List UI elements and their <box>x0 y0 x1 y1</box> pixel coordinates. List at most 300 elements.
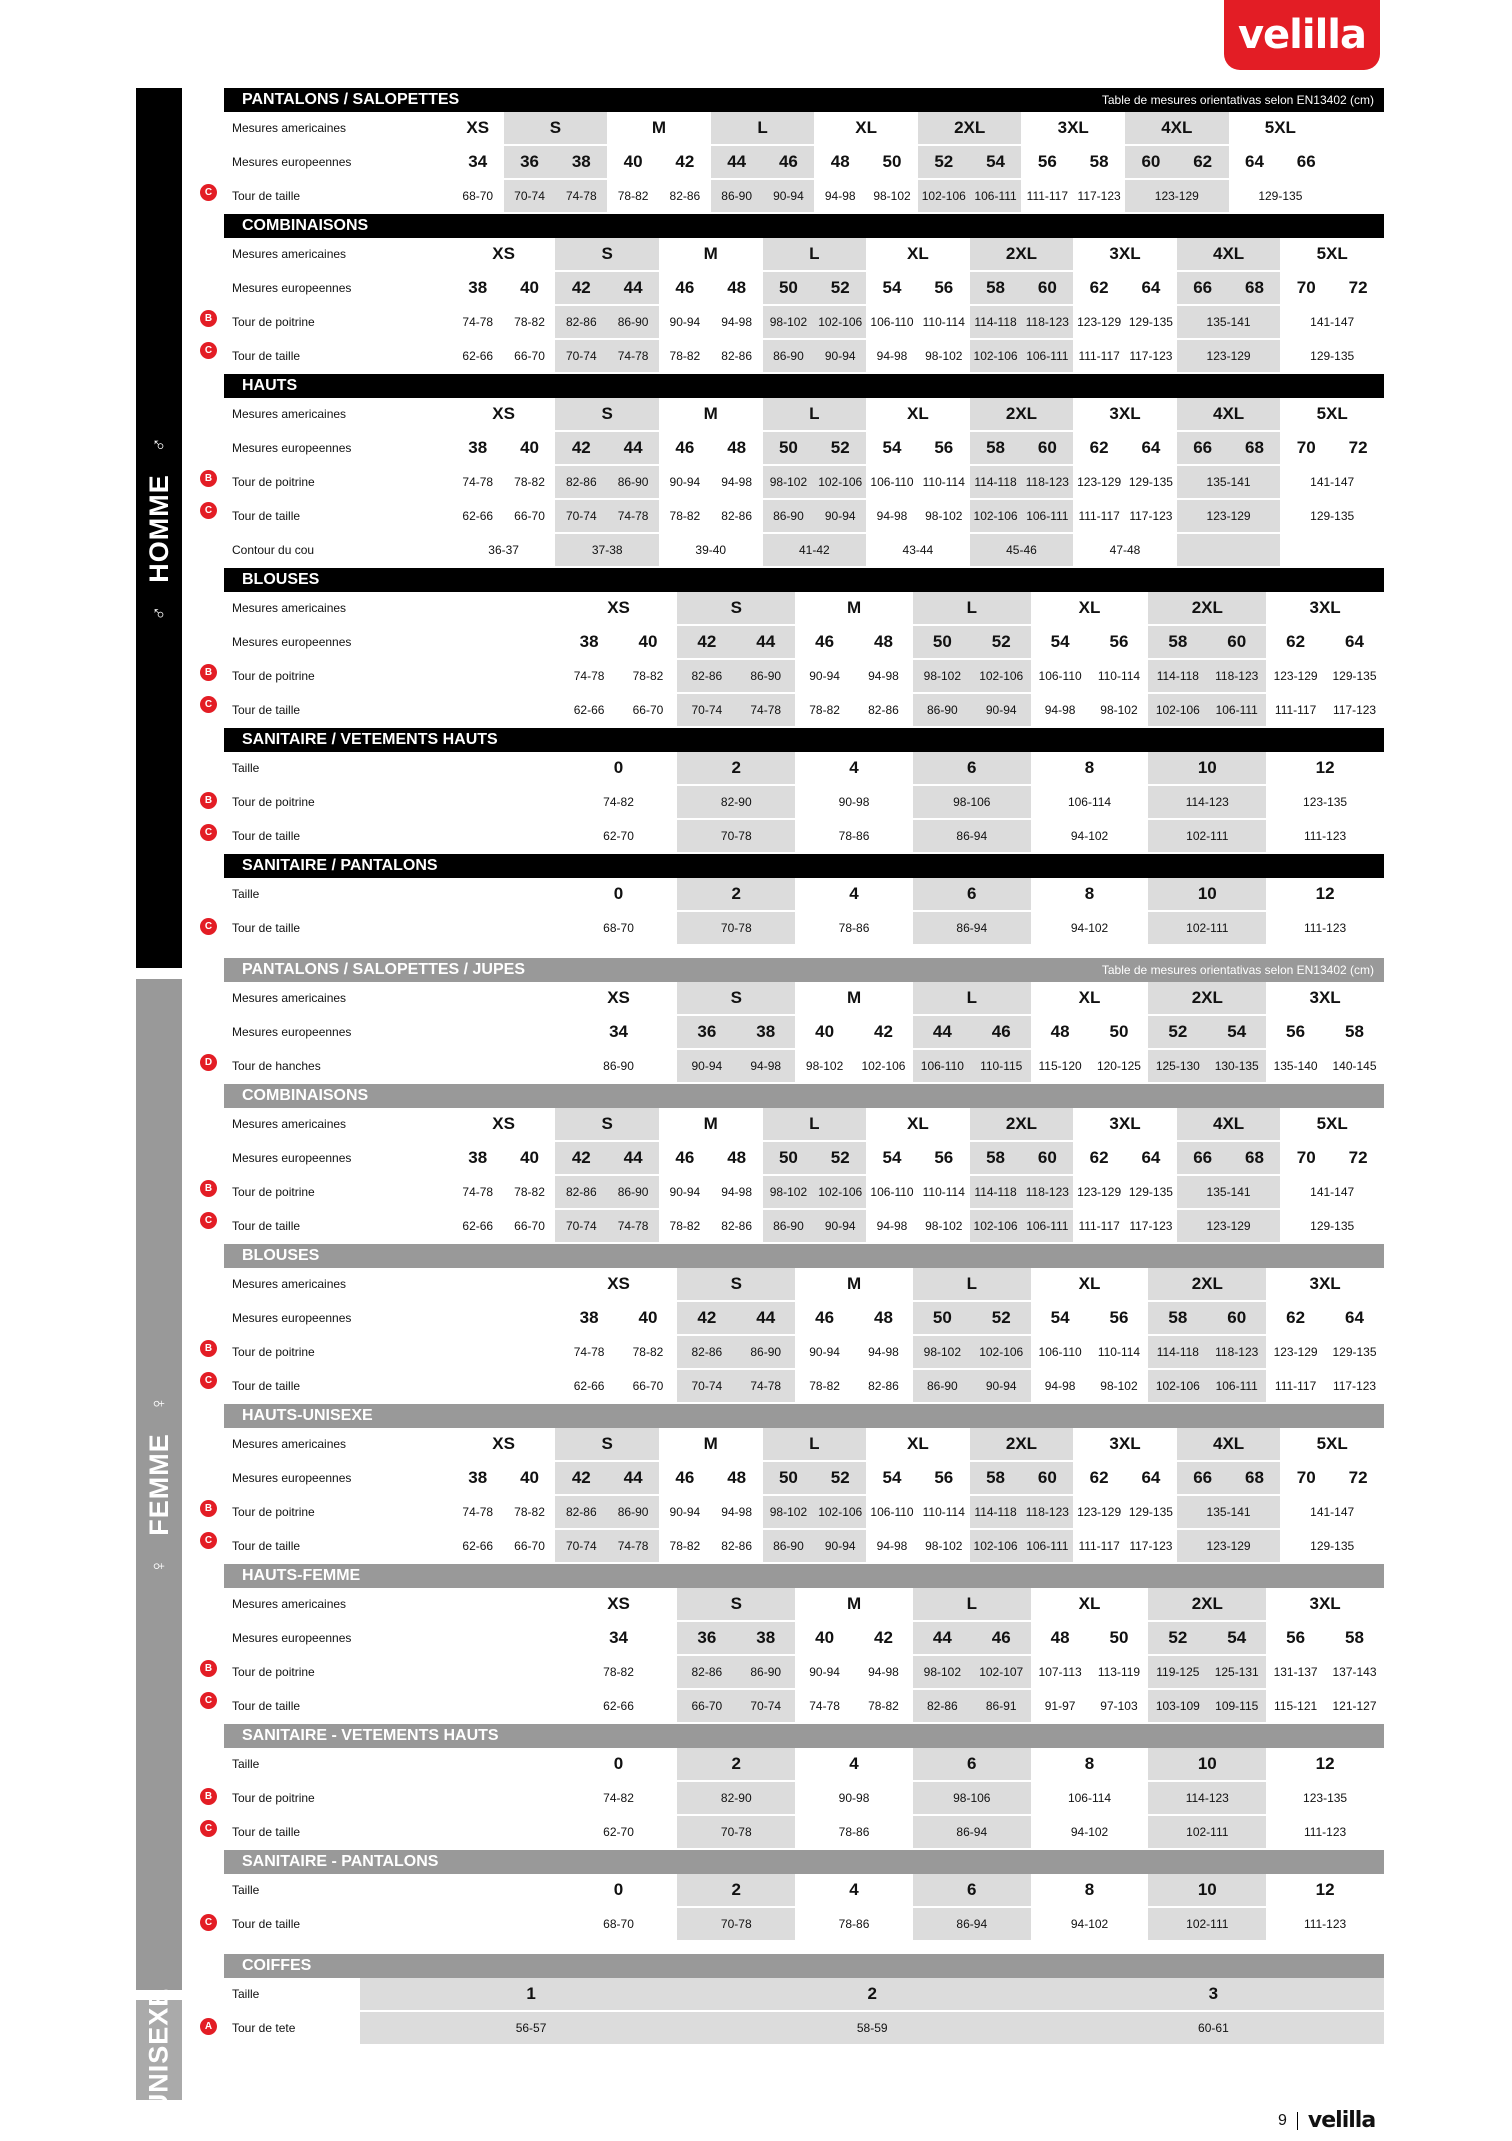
row-label: Tour de taille <box>224 1369 560 1403</box>
measure-marker-icon: B <box>200 310 217 327</box>
table-cell: 10 <box>1148 752 1266 785</box>
table-cell: 46 <box>659 271 711 305</box>
table-cell: 94-102 <box>1031 819 1149 853</box>
table-cell: 38 <box>555 145 607 179</box>
table-cell: S <box>677 1268 795 1301</box>
table-row <box>224 305 1384 339</box>
row-label: Mesures europeennes <box>224 271 452 305</box>
table-cell: 40 <box>504 431 556 465</box>
table-cell: 106-111 <box>1021 339 1073 373</box>
table-cell: 68-70 <box>560 911 678 945</box>
table-cell: 74-78 <box>736 1369 795 1403</box>
size-table <box>224 752 1384 854</box>
table-cell: L <box>763 238 867 271</box>
table-cell: 94-98 <box>1031 1369 1090 1403</box>
table-cell: 98-102 <box>913 1335 972 1369</box>
table-cell: 103-109 <box>1148 1689 1207 1723</box>
table-cell: 6 <box>913 878 1031 911</box>
table-cell: 78-86 <box>795 1907 913 1941</box>
table-cell: 111-117 <box>1073 499 1125 533</box>
table-cell: 82-86 <box>854 693 913 727</box>
table-row <box>224 533 1384 567</box>
table-cell: 62 <box>1266 1301 1325 1335</box>
row-label: Mesures europeennes <box>224 1461 452 1495</box>
table-cell: 78-82 <box>560 1655 678 1689</box>
table-cell: 66-70 <box>677 1689 736 1723</box>
table-cell: 56 <box>918 1141 970 1175</box>
table-cell: 62-66 <box>560 693 619 727</box>
table-cell: 2 <box>677 878 795 911</box>
table-cell: 98-102 <box>866 179 918 213</box>
table-cell: 68-70 <box>452 179 504 213</box>
table-cell: 44 <box>913 1015 972 1049</box>
table-cell: 40 <box>619 1301 678 1335</box>
measure-marker-icon: B <box>200 1660 217 1677</box>
footer-brand: velilla <box>1307 2108 1376 2133</box>
table-row <box>224 1529 1384 1563</box>
table-cell: 64 <box>1125 1141 1177 1175</box>
table-cell: 78-82 <box>504 1175 556 1209</box>
table-cell: 94-98 <box>866 339 918 373</box>
table-cell: 102-106 <box>970 339 1022 373</box>
table-cell: 5XL <box>1280 1108 1384 1141</box>
table-cell: 86-90 <box>607 305 659 339</box>
table-cell: 52 <box>814 271 866 305</box>
table-cell: L <box>913 592 1031 625</box>
table-cell: 44 <box>711 145 763 179</box>
table-cell: 78-82 <box>619 659 678 693</box>
table-cell: 120-125 <box>1090 1049 1149 1083</box>
table-cell: 52 <box>918 145 970 179</box>
table-cell: 114-118 <box>1148 1335 1207 1369</box>
table-cell: 38 <box>736 1015 795 1049</box>
table-cell: 60 <box>1021 271 1073 305</box>
table-cell: 42 <box>555 431 607 465</box>
table-cell: 125-130 <box>1148 1049 1207 1083</box>
table-cell: 48 <box>854 1301 913 1335</box>
section-header <box>224 1084 1384 1108</box>
table-row <box>224 179 1384 213</box>
table-cell: 58 <box>970 431 1022 465</box>
table-cell: 74-82 <box>560 785 678 819</box>
table-cell: 2XL <box>918 112 1022 145</box>
table-cell: 66-70 <box>504 1529 556 1563</box>
page-footer <box>1278 2108 1375 2133</box>
table-cell: 70-74 <box>677 693 736 727</box>
table-cell: 40 <box>795 1015 854 1049</box>
table-cell: L <box>913 1268 1031 1301</box>
table-cell: 6 <box>913 752 1031 785</box>
table-cell: 102-106 <box>918 179 970 213</box>
table-cell: 82-86 <box>913 1689 972 1723</box>
table-row <box>224 1689 1384 1723</box>
table-cell: 106-110 <box>866 1175 918 1209</box>
table-cell: 129-135 <box>1125 1175 1177 1209</box>
table-cell: 86-90 <box>607 1495 659 1529</box>
table-row <box>224 1621 1384 1655</box>
table-cell: 40 <box>607 145 659 179</box>
table-cell: 102-107 <box>972 1655 1031 1689</box>
section-header <box>224 1244 1384 1268</box>
row-label: Tour de taille <box>224 1689 560 1723</box>
table-cell: 52 <box>814 1141 866 1175</box>
row-label: Tour de tete <box>224 2011 360 2045</box>
table-cell: 94-98 <box>711 1175 763 1209</box>
table-cell: 38 <box>452 431 504 465</box>
table-cell: 94-102 <box>1031 1907 1149 1941</box>
section-header <box>224 1954 1384 1978</box>
table-cell: 82-86 <box>555 465 607 499</box>
table-cell: 38 <box>560 1301 619 1335</box>
row-label: Taille <box>224 752 560 785</box>
table-cell: 58 <box>1148 625 1207 659</box>
table-cell: 118-123 <box>1207 1335 1266 1369</box>
table-cell: 86-90 <box>913 1369 972 1403</box>
table-cell: 90-94 <box>814 1529 866 1563</box>
table-cell: 98-102 <box>918 499 970 533</box>
table-cell: S <box>677 592 795 625</box>
table-cell: 106-110 <box>866 305 918 339</box>
table-cell: 43-44 <box>866 533 970 567</box>
table-cell: S <box>555 1428 659 1461</box>
table-cell: 12 <box>1266 1874 1384 1907</box>
table-cell: 62-66 <box>560 1689 678 1723</box>
table-cell: 58 <box>970 1141 1022 1175</box>
section-title: BLOUSES <box>242 571 320 588</box>
table-row <box>224 1369 1384 1403</box>
table-cell: 130-135 <box>1207 1049 1266 1083</box>
table-row <box>224 1655 1384 1689</box>
table-cell: 90-94 <box>972 693 1031 727</box>
table-cell: 86-90 <box>736 1655 795 1689</box>
table-cell: 135-141 <box>1177 1175 1281 1209</box>
table-cell: 6 <box>913 1874 1031 1907</box>
table-row <box>224 785 1384 819</box>
table-cell: 74-78 <box>452 1495 504 1529</box>
table-cell: 102-106 <box>972 1335 1031 1369</box>
table-cell: 102-106 <box>814 1495 866 1529</box>
table-cell: 123-129 <box>1125 179 1229 213</box>
table-cell: 4XL <box>1177 238 1281 271</box>
table-cell: 3XL <box>1021 112 1125 145</box>
section-title: COMBINAISONS <box>242 217 369 234</box>
table-cell: 117-123 <box>1325 1369 1384 1403</box>
table-cell: 123-129 <box>1177 499 1281 533</box>
row-label: Taille <box>224 1748 560 1781</box>
table-cell: 50 <box>763 271 815 305</box>
table-cell: 58 <box>1325 1015 1384 1049</box>
table-row <box>224 592 1384 625</box>
table-cell: 1 <box>360 1978 701 2011</box>
table-cell: 98-102 <box>913 1655 972 1689</box>
table-row <box>224 982 1384 1015</box>
table-cell: S <box>555 398 659 431</box>
size-table <box>224 1108 1384 1244</box>
size-table-section <box>204 1954 1384 2046</box>
table-cell: 12 <box>1266 878 1384 911</box>
size-table <box>224 1588 1384 1724</box>
row-label: Taille <box>224 1874 560 1907</box>
table-cell: 54 <box>1207 1015 1266 1049</box>
table-cell: 74-78 <box>607 339 659 373</box>
row-label: Tour de taille <box>224 1529 452 1563</box>
measure-marker-icon: B <box>200 1340 217 1357</box>
section-title: SANITAIRE - VETEMENTS HAUTS <box>242 1727 499 1744</box>
table-cell: 66-70 <box>504 1209 556 1243</box>
table-cell: 98-102 <box>918 1529 970 1563</box>
table-cell: 74-78 <box>607 1529 659 1563</box>
group-label-unisexe: UNISEXE <box>143 1987 174 2113</box>
row-label: Mesures europeennes <box>224 1015 560 1049</box>
table-cell: 34 <box>452 145 504 179</box>
table-cell: M <box>795 592 913 625</box>
table-cell: 2 <box>677 752 795 785</box>
section-title: BLOUSES <box>242 1247 320 1264</box>
table-cell: 2XL <box>1148 1268 1266 1301</box>
table-row <box>224 1781 1384 1815</box>
table-cell: 98-106 <box>913 785 1031 819</box>
table-cell: 72 <box>1332 1141 1384 1175</box>
row-label: Tour de taille <box>224 1815 560 1849</box>
table-cell: 74-78 <box>607 1209 659 1243</box>
table-cell: 50 <box>763 1461 815 1495</box>
table-cell: 123-129 <box>1177 1529 1281 1563</box>
row-label: Tour de taille <box>224 693 560 727</box>
table-cell: M <box>659 1428 763 1461</box>
table-cell: 70 <box>1280 271 1332 305</box>
section-title: HAUTS-UNISEXE <box>242 1407 373 1424</box>
table-cell: 106-111 <box>970 179 1022 213</box>
table-cell: 54 <box>1207 1621 1266 1655</box>
measure-marker-icon: B <box>200 664 217 681</box>
table-cell: S <box>555 238 659 271</box>
table-cell: 94-98 <box>736 1049 795 1083</box>
table-row <box>224 238 1384 271</box>
table-cell: 64 <box>1229 145 1281 179</box>
table-cell: 50 <box>1090 1015 1149 1049</box>
table-cell: 94-98 <box>711 305 763 339</box>
table-cell: 110-114 <box>918 305 970 339</box>
table-cell: 48 <box>814 145 866 179</box>
table-cell: 38 <box>452 1461 504 1495</box>
table-cell: 106-111 <box>1021 1209 1073 1243</box>
section-title: HAUTS <box>242 377 298 394</box>
table-cell: 90-94 <box>972 1369 1031 1403</box>
table-cell: 66-70 <box>504 339 556 373</box>
measure-marker-icon: D <box>200 1054 217 1071</box>
table-cell: 74-78 <box>452 1175 504 1209</box>
size-table <box>224 112 1384 214</box>
table-cell: 56 <box>918 1461 970 1495</box>
size-table-section <box>204 1724 1384 1850</box>
table-cell: 42 <box>854 1015 913 1049</box>
row-label: Tour de poitrine <box>224 1781 560 1815</box>
table-cell: 56-57 <box>360 2011 701 2045</box>
row-label: Tour de taille <box>224 1907 560 1941</box>
table-cell: 40 <box>619 625 678 659</box>
table-cell: 123-129 <box>1073 1495 1125 1529</box>
table-cell: 58 <box>1148 1301 1207 1335</box>
table-cell: 58 <box>970 271 1022 305</box>
table-cell: XL <box>1031 1588 1149 1621</box>
table-cell: 111-117 <box>1266 693 1325 727</box>
table-cell <box>1177 533 1281 567</box>
table-cell: 62 <box>1073 1141 1125 1175</box>
table-cell: 64 <box>1125 271 1177 305</box>
table-cell <box>1280 533 1384 567</box>
row-label: Mesures americaines <box>224 112 452 145</box>
table-cell: 56 <box>1090 625 1149 659</box>
table-cell: 111-123 <box>1266 1815 1384 1849</box>
table-cell: 38 <box>452 1141 504 1175</box>
table-cell: 40 <box>795 1621 854 1655</box>
table-cell: 3XL <box>1073 1108 1177 1141</box>
male-icon: ♂ <box>147 435 170 452</box>
row-label: Tour de poitrine <box>224 1655 560 1689</box>
table-cell: 86-90 <box>763 1529 815 1563</box>
table-row <box>224 911 1384 945</box>
table-cell: 2 <box>677 1748 795 1781</box>
table-cell: 62 <box>1177 145 1229 179</box>
table-cell: 131-137 <box>1266 1655 1325 1689</box>
table-row <box>224 1175 1384 1209</box>
table-cell: 62 <box>1266 625 1325 659</box>
table-cell: 54 <box>1031 1301 1090 1335</box>
table-cell: 72 <box>1332 431 1384 465</box>
table-cell: 41-42 <box>763 533 867 567</box>
table-cell: 86-90 <box>736 659 795 693</box>
table-cell: 113-119 <box>1090 1655 1149 1689</box>
table-row <box>224 112 1384 145</box>
table-cell: 78-82 <box>659 499 711 533</box>
size-table-section <box>204 88 1384 214</box>
table-cell: 42 <box>555 271 607 305</box>
size-table-section <box>204 568 1384 728</box>
table-cell: 56 <box>918 431 970 465</box>
table-cell: 111-123 <box>1266 911 1384 945</box>
table-cell: 50 <box>763 431 815 465</box>
table-cell: 106-110 <box>866 465 918 499</box>
table-cell: 110-115 <box>972 1049 1031 1083</box>
table-cell: 10 <box>1148 878 1266 911</box>
size-table-section <box>204 854 1384 946</box>
row-label: Mesures europeennes <box>224 1301 560 1335</box>
table-cell: 82-86 <box>659 179 711 213</box>
table-cell: 129-135 <box>1280 339 1384 373</box>
table-cell: 123-129 <box>1266 659 1325 693</box>
row-label: Tour de poitrine <box>224 1175 452 1209</box>
table-cell: 3XL <box>1266 1268 1384 1301</box>
table-cell: 135-141 <box>1177 1495 1281 1529</box>
table-cell: 12 <box>1266 1748 1384 1781</box>
table-cell: 70-74 <box>677 1369 736 1403</box>
table-cell: 111-117 <box>1073 1529 1125 1563</box>
measure-marker-icon: B <box>200 1500 217 1517</box>
row-label: Tour de poitrine <box>224 1335 560 1369</box>
table-cell: 106-110 <box>1031 1335 1090 1369</box>
table-cell: 86-90 <box>913 693 972 727</box>
table-cell: 66-70 <box>619 693 678 727</box>
table-cell: 56 <box>1266 1015 1325 1049</box>
table-cell: 123-129 <box>1266 1335 1325 1369</box>
table-cell: 3XL <box>1266 1588 1384 1621</box>
table-cell: 129-135 <box>1125 465 1177 499</box>
table-cell: 44 <box>913 1621 972 1655</box>
table-cell: 70-78 <box>677 911 795 945</box>
table-row <box>224 819 1384 853</box>
measure-marker-icon: C <box>200 184 217 201</box>
table-cell: 86-90 <box>711 179 763 213</box>
table-cell: M <box>795 1268 913 1301</box>
table-cell: 42 <box>677 625 736 659</box>
table-cell: 86-90 <box>607 465 659 499</box>
table-cell: 5XL <box>1280 1428 1384 1461</box>
table-cell: 110-114 <box>918 1495 970 1529</box>
table-cell: 48 <box>711 431 763 465</box>
table-row <box>224 1907 1384 1941</box>
table-cell: 56 <box>1090 1301 1149 1335</box>
table-cell: 82-90 <box>677 785 795 819</box>
table-cell: L <box>763 1108 867 1141</box>
table-cell: 86-90 <box>763 499 815 533</box>
table-cell: 2XL <box>1148 982 1266 1015</box>
table-cell: 44 <box>736 625 795 659</box>
table-cell: 40 <box>504 271 556 305</box>
table-cell: 52 <box>814 431 866 465</box>
table-cell: 78-82 <box>795 1369 854 1403</box>
table-cell: 3XL <box>1073 398 1177 431</box>
section-title: HAUTS-FEMME <box>242 1567 361 1584</box>
table-cell: 86-91 <box>972 1689 1031 1723</box>
table-cell: 102-111 <box>1148 1907 1266 1941</box>
table-cell: 110-114 <box>918 465 970 499</box>
table-cell: 3XL <box>1073 1428 1177 1461</box>
female-icon: ♀ <box>147 1395 170 1412</box>
table-cell: 62 <box>1073 431 1125 465</box>
table-cell: 38 <box>736 1621 795 1655</box>
table-cell: 123-129 <box>1073 465 1125 499</box>
table-cell: XL <box>866 1108 970 1141</box>
measure-marker-icon: B <box>200 1788 217 1805</box>
female-icon: ♀ <box>147 1557 170 1574</box>
table-cell: 117-123 <box>1125 339 1177 373</box>
table-cell: 119-125 <box>1148 1655 1207 1689</box>
table-cell: S <box>677 982 795 1015</box>
table-cell: 78-82 <box>659 339 711 373</box>
table-cell: 62-66 <box>452 1209 504 1243</box>
table-cell: 82-86 <box>555 1175 607 1209</box>
table-cell: 47-48 <box>1073 533 1177 567</box>
table-cell: 78-82 <box>659 1529 711 1563</box>
table-cell: 98-102 <box>795 1049 854 1083</box>
table-cell: 74-78 <box>555 179 607 213</box>
table-cell: 78-82 <box>504 465 556 499</box>
table-cell: 90-94 <box>814 339 866 373</box>
table-cell: 118-123 <box>1021 1175 1073 1209</box>
table-cell: 129-135 <box>1325 659 1384 693</box>
table-row <box>224 271 1384 305</box>
table-cell: 60 <box>1021 431 1073 465</box>
table-cell: 74-78 <box>607 499 659 533</box>
row-label: Mesures europeennes <box>224 625 560 659</box>
table-cell: 70 <box>1280 431 1332 465</box>
table-cell: 48 <box>711 271 763 305</box>
sidebar-femme <box>136 979 182 1990</box>
table-cell: 109-115 <box>1207 1689 1266 1723</box>
table-cell: 2 <box>702 1978 1043 2011</box>
row-label: Tour de poitrine <box>224 785 560 819</box>
table-cell: 68 <box>1229 1141 1281 1175</box>
